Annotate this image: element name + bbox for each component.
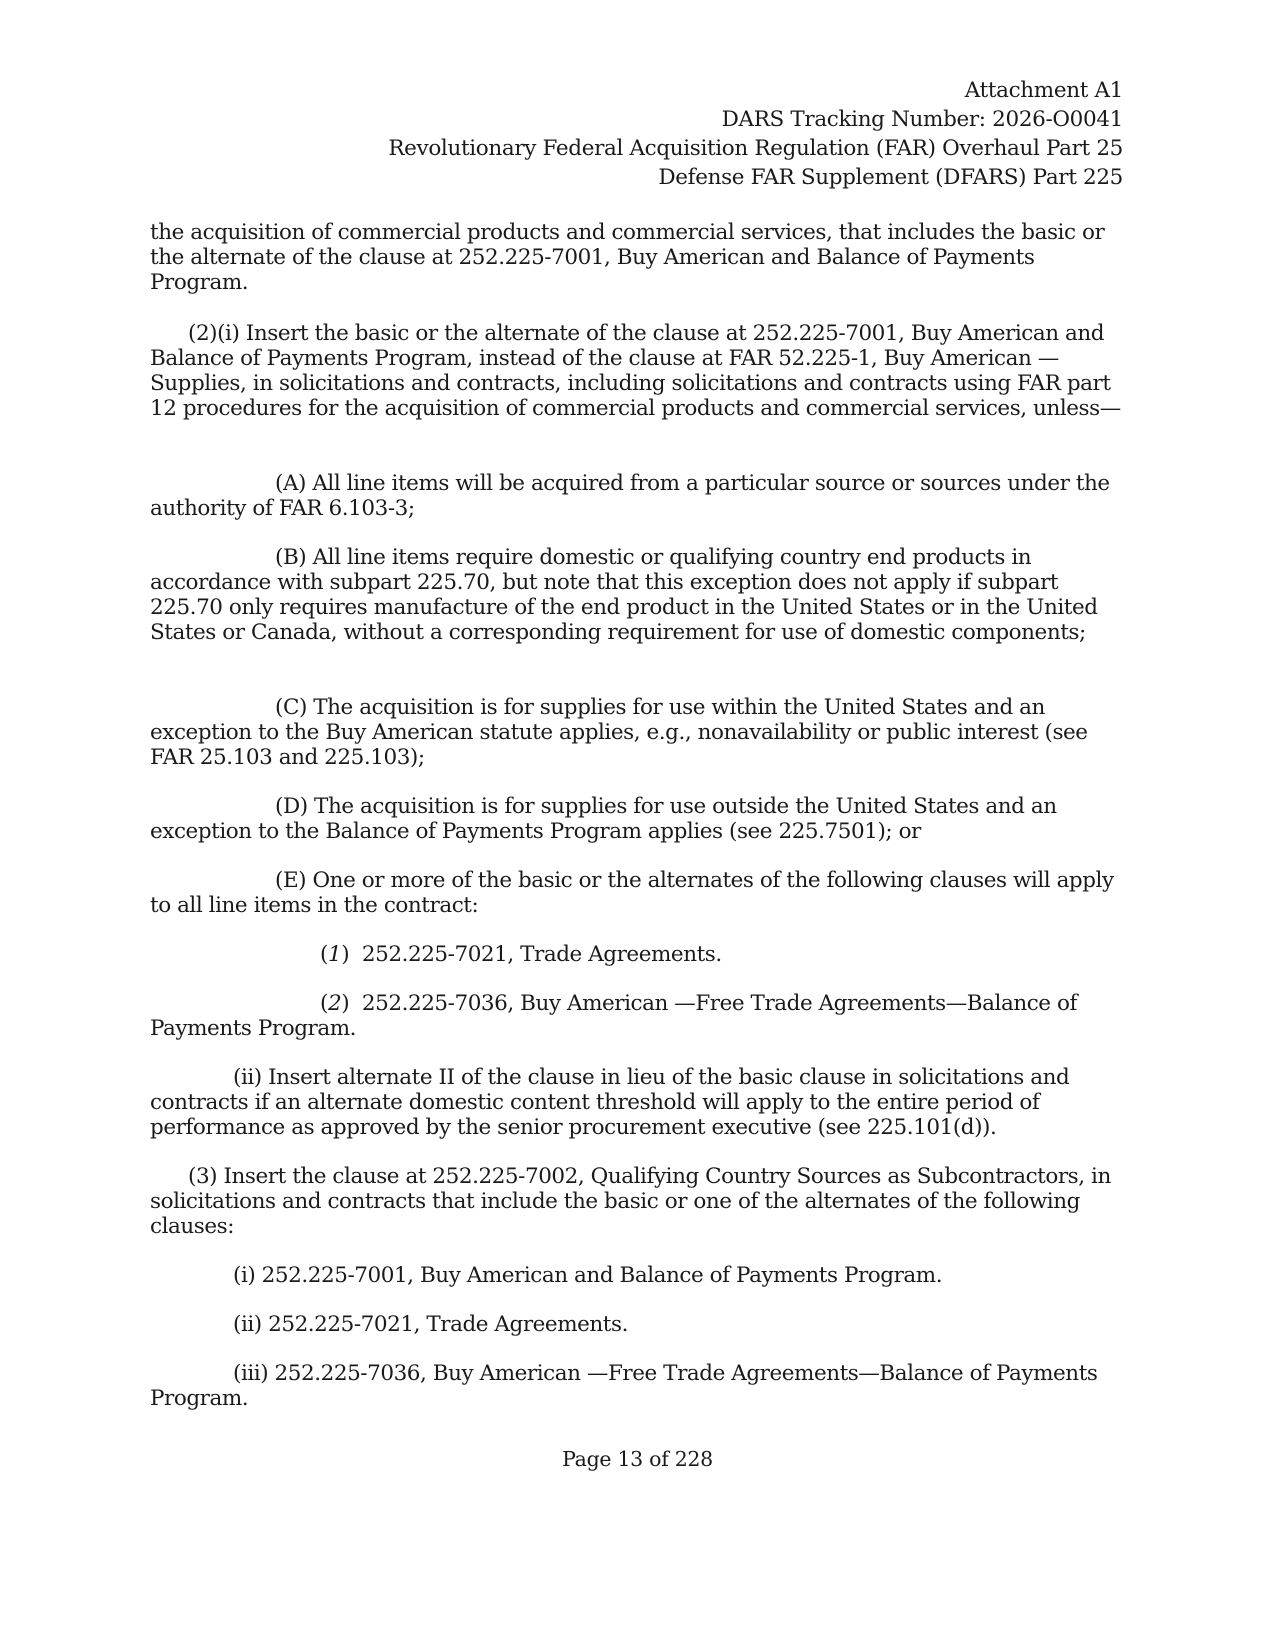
document-header — [388, 76, 1123, 192]
item-text: 252.225-7036, Buy American —Free Trade Agreements—Balance of Payments Program. — [150, 991, 1077, 1041]
paragraph-A: (A) All line items will be acquired from a particular source or sources under the authority of FAR 6.103-3; — [150, 471, 1110, 521]
paragraph-2-i: (2)(i) Insert the basic or the alternate of the clause at 252.225-7001, Buy American and Balance of Payments Program, instead of the clause at FAR 52.225-1, Buy American —Supplies, in solicitations and contracts, including solicitations and contracts using FAR part 12 procedures for the acquisition of commercial products and commercial services, unless— — [150, 321, 1121, 421]
paragraph-E-1: (1) 252.225-7021, Trade Agreements. — [320, 942, 722, 967]
paragraph-B: (B) All line items require domestic or qualifying country end products in accordance with subpart 225.70, but note that this exception does not apply if subpart 225.70 only requires manufacture of the end product in the United States or in the United States or Canada, without a corresponding requirement for use of domestic components; — [150, 545, 1098, 645]
item-number: 1 — [327, 942, 342, 967]
paragraph-3-iii: (iii) 252.225-7036, Buy American —Free Trade Agreements—Balance of Payments Program. — [150, 1361, 1098, 1411]
paragraph-3-ii: (ii) 252.225-7021, Trade Agreements. — [233, 1312, 628, 1337]
item-number: 2 — [327, 991, 342, 1016]
dfars-part-title: Defense FAR Supplement (DFARS) Part 225 — [658, 165, 1123, 190]
paragraph-3-i: (i) 252.225-7001, Buy American and Balance of Payments Program. — [233, 1263, 943, 1288]
intro-paragraph: the acquisition of commercial products and commercial services, that includes the basic or the alternate of the clause at 252.225-7001, Buy American and Balance of Payments Program. — [150, 220, 1105, 295]
paragraph-E-2: (2) 252.225-7036, Buy American —Free Trade Agreements—Balance of Payments Program. — [150, 991, 1077, 1041]
paragraph-E: (E) One or more of the basic or the alternates of the following clauses will apply to all line items in the contract: — [150, 868, 1114, 918]
page-number: Page 13 of 228 — [562, 1447, 713, 1471]
paragraph-3: (3) Insert the clause at 252.225-7002, Qualifying Country Sources as Subcontractors, in solicitations and contracts that include the basic or one of the alternates of the following clauses: — [150, 1164, 1111, 1239]
tracking-number: DARS Tracking Number: 2026-O0041 — [721, 107, 1123, 132]
paragraph-C: (C) The acquisition is for supplies for use within the United States and an exception to the Buy American statute applies, e.g., nonavailability or public interest (see FAR 25.103 and 225.103); — [150, 695, 1088, 770]
paragraph-ii: (ii) Insert alternate II of the clause in lieu of the basic clause in solicitations and contracts if an alternate domestic content threshold will apply to the entire period of performance as approved by the senior procurement executive (see 225.101(d)). — [150, 1065, 1070, 1140]
document-body — [150, 220, 1130, 1411]
item-text: 252.225-7021, Trade Agreements. — [361, 942, 722, 967]
far-part-title: Revolutionary Federal Acquisition Regulation (FAR) Overhaul Part 25 — [388, 136, 1123, 161]
paragraph-D: (D) The acquisition is for supplies for use outside the United States and an exception to the Balance of Payments Program applies (see 225.7501); or — [150, 794, 1057, 844]
attachment-label: Attachment A1 — [964, 78, 1123, 103]
